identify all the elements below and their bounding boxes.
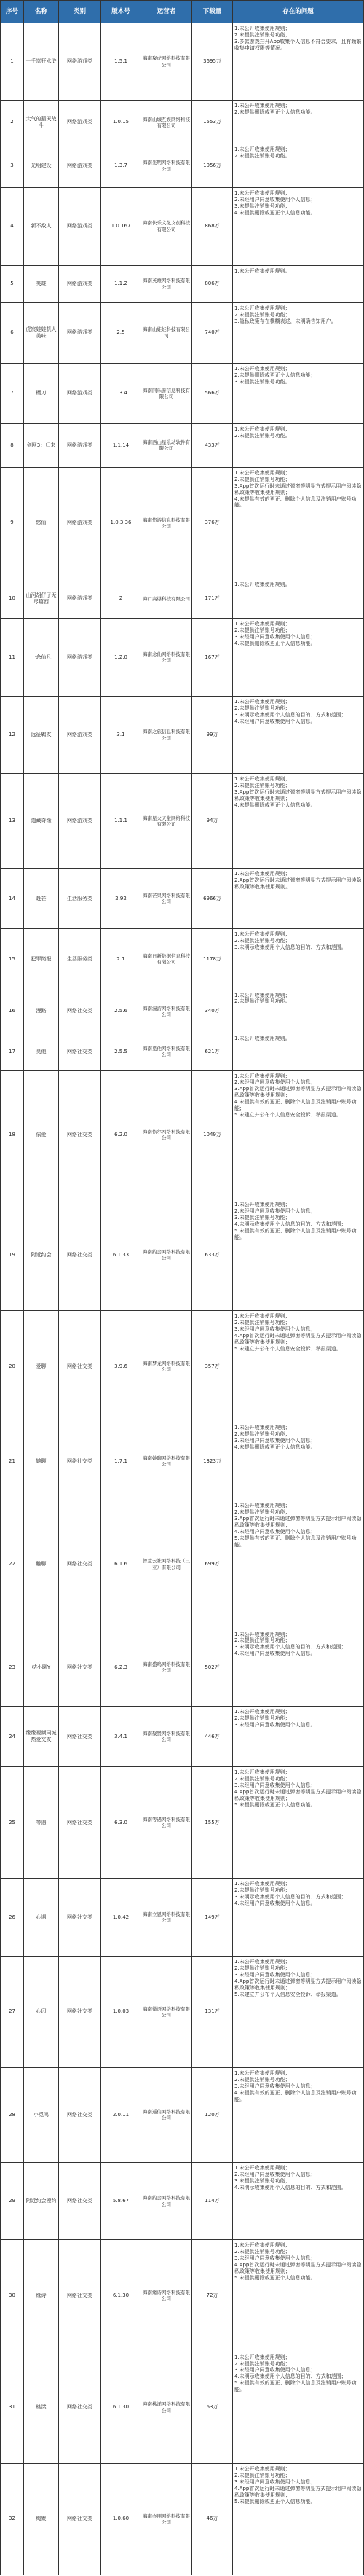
cell-issues: 1.未公开收集使用规则。 [233, 265, 364, 302]
cell-version: 2.1 [101, 929, 141, 990]
cell-issues: 1.未公开收集使用规则； 2.未经用户同意收集使用个人信息； 3.未提供注销账号功能； 4.未提供删除或更正个人信息功能。 [233, 188, 364, 265]
cell-downloads: 94万 [192, 774, 233, 869]
cell-category: 网络社交类 [59, 1767, 101, 1879]
cell-name: 心遇 [24, 1879, 59, 1956]
cell-issues: 1.未公开收集使用规则； 2.未提供注销账号功能； 3.未经用户同意收集使用个人信息； 4.App首次运行时未通过弹窗等明显方式提示用户阅读隐私政策等收集使用规则； 5.未提供删除或更正个人信息功能。 [233, 2240, 364, 2352]
cell-version: 1.0.3.36 [101, 467, 141, 579]
cell-issues: 1.未公开收集使用规则； 2.未提供删除或更正个人信息功能； 3.未提供注销账号功能。 [233, 363, 364, 423]
table-row [1, 1500, 364, 1629]
cell-version: 6.1.30 [101, 2352, 141, 2463]
table-row [1, 1707, 364, 1767]
cell-version: 3.9.6 [101, 1311, 141, 1422]
cell-issues: 1.未公开收集使用规则； 2.未提供注销账号功能； 3.未经用户同意收集使用个人信息； 4.App首次运行时未通过弹窗等明显方式提示用户阅读隐私政策等收集使用规则； 5.未提供删除或更正个人信息功能。 [233, 1767, 364, 1879]
cell-issues: 1.未公开收集使用规则； 2.未提供注销账号功能； 3.未经用户同意收集使用个人信息； 4.未提供删除或更正个人信息功能。 [233, 1422, 364, 1500]
cell-name: 爱聊 [24, 1311, 59, 1422]
table-row [1, 363, 364, 423]
cell-no: 23 [1, 1629, 24, 1706]
cell-version: 1.2.0 [101, 619, 141, 696]
cell-no: 11 [1, 619, 24, 696]
cell-operator: 海南亦朋网络科技有限公司 [141, 2463, 192, 2575]
cell-version: 3.4.1 [101, 1707, 141, 1767]
table-row [1, 774, 364, 869]
table-row [1, 1199, 364, 1311]
cell-no: 20 [1, 1311, 24, 1422]
cell-issues: 1.未公开收集使用规则； 2.未提供注销账号功能； 3.未经用户同意收集使用个人信息； 4.App首次运行时未通过弹窗等明显方式提示用户阅读隐私政策等收集使用规则； 5.未建立并公布个人信息安全投诉、举报渠道。 [233, 1956, 364, 2067]
table-row [1, 929, 364, 990]
cell-no: 10 [1, 579, 24, 619]
cell-no: 25 [1, 1767, 24, 1879]
cell-operator: 海南星火天堂网络科技有限公司 [141, 774, 192, 869]
cell-issues: 1.未公开收集使用规则； 2.未提供注销账号功能； 3.未明示收集使用个人信息的目的、方式和范围； 4.未经用户同意收集使用个人信息。 [233, 696, 364, 773]
cell-version: 1.1.2 [101, 265, 141, 302]
cell-name: 光明建设 [24, 144, 59, 188]
cell-category: 网络社交类 [59, 1500, 101, 1629]
cell-operator: 海南她聊网络科技有限公司 [141, 1422, 192, 1500]
cell-issues: 1.未公开收集使用规则； 2.未提供注销账号功能； 3.未经用户同意收集使用个人信息。 [233, 1707, 364, 1767]
cell-no: 9 [1, 467, 24, 579]
cell-category: 网络游戏类 [59, 619, 101, 696]
cell-name: 心印 [24, 1956, 59, 2067]
cell-operator: 智慧云社网络科技（三亚）有限公司 [141, 1500, 192, 1629]
cell-category: 网络游戏类 [59, 144, 101, 188]
cell-no: 29 [1, 2162, 24, 2239]
table-row [1, 1956, 364, 2067]
cell-downloads: 120万 [192, 2068, 233, 2163]
table-row [1, 869, 364, 929]
cell-version: 5.8.67 [101, 2162, 141, 2239]
cell-category: 网络游戏类 [59, 423, 101, 467]
cell-name: 依爱 [24, 1070, 59, 1199]
cell-category: 网络社交类 [59, 1956, 101, 2067]
header-version: 版本号 [101, 1, 141, 23]
cell-no: 5 [1, 265, 24, 302]
cell-no: 19 [1, 1199, 24, 1311]
cell-no: 13 [1, 774, 24, 869]
cell-issues: 1.未公开收集使用规则； 2.未提供注销账号功能； 3.未经用户同意收集使用个人信息； 4.App首次运行时未通过弹窗等明显方式提示用户阅读隐私政策等收集使用规则； 5.未建立并公布个人信息安全投诉、举报渠道。 [233, 1311, 364, 1422]
cell-operator: 海南聚虎网络科技有限公司 [141, 23, 192, 101]
cell-category: 生活服务类 [59, 869, 101, 929]
table-row [1, 1033, 364, 1070]
cell-name: 等遇 [24, 1767, 59, 1879]
cell-issues: 1.未公开收集使用规则； 2.未提供注销账号功能； 3.App首次运行时未通过弹窗等明显方式提示用户阅读隐私政策等收集使用规则； 4.未经用户同意收集使用个人信息； 5.未提供有效的更正、删除个人信息及注销用户账号功能。 [233, 1500, 364, 1629]
cell-version: 6.1.33 [101, 1199, 141, 1311]
cell-no: 26 [1, 1879, 24, 1956]
cell-operator: 海南光明网络科技有限公司 [141, 144, 192, 188]
cell-category: 网络社交类 [59, 1629, 101, 1706]
cell-no: 12 [1, 696, 24, 773]
cell-issues: 1.未公开收集使用规则； 2.未经用户同意收集使用个人信息； 3.未提供注销账号功能； 4.未明示收集使用个人信息的目的、方式和范围。 [233, 2162, 364, 2239]
cell-operator: 海南约会网络科技有限公司 [141, 2162, 192, 2239]
cell-category: 网络社交类 [59, 2068, 101, 2163]
cell-operator: 海南快乐文化文创科技有限公司 [141, 188, 192, 265]
cell-issues: 1.未公开收集使用规则； 2.未提供注销账号功能。 [233, 990, 364, 1033]
cell-category: 网络社交类 [59, 1707, 101, 1767]
cell-issues: 1.未公开收集使用规则。 [233, 1033, 364, 1070]
table-row [1, 423, 364, 467]
table-row [1, 23, 364, 101]
cell-version: 1.1.1 [101, 774, 141, 869]
cell-version: 1.0.03 [101, 1956, 141, 2067]
cell-no: 17 [1, 1033, 24, 1070]
cell-downloads: 621万 [192, 1033, 233, 1070]
cell-downloads: 566万 [192, 363, 233, 423]
cell-name: 剑网3：归来 [24, 423, 59, 467]
cell-downloads: 868万 [192, 188, 233, 265]
cell-issues: 1.未公开收集使用规则； 2.未提供注销账号功能； 3.未经用户同意收集使用个人信息； 4.未明示收集使用个人信息的目的、方式和范围； 5.未提供有效的更正、删除个人信息及注销用户账号功能。 [233, 2352, 364, 2463]
cell-name: 桃漾 [24, 2352, 59, 2463]
cell-version: 1.0.60 [101, 2463, 141, 2575]
table-row [1, 265, 364, 302]
cell-name: 英雄 [24, 265, 59, 302]
cell-issues: 1.未公开收集使用规则； 2.未提供注销账号功能； 3.未明示收集使用个人信息的目的、方式和范围； 4.未经用户同意收集使用个人信息。 [233, 1629, 364, 1706]
cell-no: 31 [1, 2352, 24, 2463]
cell-no: 30 [1, 2240, 24, 2352]
cell-issues: 1.未公开收集使用规则。 [233, 579, 364, 619]
cell-version: 1.0.167 [101, 188, 141, 265]
cell-downloads: 340万 [192, 990, 233, 1033]
cell-name: 附近约会 [24, 1199, 59, 1311]
table-row [1, 1767, 364, 1879]
cell-category: 网络社交类 [59, 990, 101, 1033]
cell-name: 新不敌人 [24, 188, 59, 265]
cell-issues: 1.未公开收集使用规则； 2.未提供注销账号功能； 3.未明示收集使用个人信息的目的、方式和范围。 [233, 929, 364, 990]
cell-name: 觅他 [24, 1033, 59, 1070]
table-row [1, 1422, 364, 1500]
cell-no: 6 [1, 302, 24, 363]
cell-category: 网络游戏类 [59, 302, 101, 363]
cell-operator: 海南漫游网络科技有限公司 [141, 990, 192, 1033]
cell-version: 6.3.0 [101, 1767, 141, 1879]
cell-downloads: 46万 [192, 2463, 233, 2575]
cell-issues: 1.未公开收集使用规则； 2.未提供注销账号功能； 3.未经用户同意收集使用个人信息； 4.未提供有效的更正、删除个人信息及注销用户账号功能。 [233, 2068, 364, 2163]
cell-downloads: 1049万 [192, 1070, 233, 1199]
cell-no: 15 [1, 929, 24, 990]
cell-downloads: 171万 [192, 579, 233, 619]
cell-no: 2 [1, 101, 24, 144]
cell-downloads: 633万 [192, 1199, 233, 1311]
cell-version: 1.1.14 [101, 423, 141, 467]
cell-issues: 1.未公开收集使用规则； 2.未提供注销账号功能； 3.多款游戏扫开App收集个人信息不符合要求，且有频繁收集申请权限等情况。 [233, 23, 364, 101]
cell-category: 网络游戏类 [59, 363, 101, 423]
cell-version: 2 [101, 579, 141, 619]
cell-operator: 海南英雄网络科技有限公司 [141, 265, 192, 302]
cell-operator: 海南之旅信息科技有限公司 [141, 696, 192, 773]
table-row [1, 1629, 364, 1706]
cell-version: 1.3.4 [101, 363, 141, 423]
cell-category: 生活服务类 [59, 929, 101, 990]
cell-no: 18 [1, 1070, 24, 1199]
table-row [1, 144, 364, 188]
cell-version: 1.5.1 [101, 23, 141, 101]
cell-category: 网络游戏类 [59, 23, 101, 101]
cell-name: 远征羁友 [24, 696, 59, 773]
cell-category: 网络游戏类 [59, 774, 101, 869]
cell-downloads: 3695万 [192, 23, 233, 101]
cell-issues: 1.未公开收集使用规则； 2.未提供注销账号功能。 [233, 423, 364, 467]
cell-category: 网络社交类 [59, 1422, 101, 1500]
cell-no: 7 [1, 363, 24, 423]
cell-operator: 海南聚贤网络科技有限公司 [141, 1707, 192, 1767]
cell-operator: 海南梦龙网络科技有限公司 [141, 1311, 192, 1422]
table-header-row [1, 1, 364, 23]
cell-category: 网络社交类 [59, 2240, 101, 2352]
cell-category: 网络社交类 [59, 1070, 101, 1199]
header-name: 名称 [24, 1, 59, 23]
cell-name: 犯罪简报 [24, 929, 59, 990]
cell-downloads: 167万 [192, 619, 233, 696]
cell-version: 6.1.6 [101, 1500, 141, 1629]
cell-operator: 海南盛鸣网络科技有限公司 [141, 1629, 192, 1706]
header-downloads: 下载量 [192, 1, 233, 23]
cell-name: 小觅鸣 [24, 2068, 59, 2163]
cell-operator: 海南同乐游信息科技有限公司 [141, 363, 192, 423]
table-row [1, 302, 364, 363]
cell-no: 22 [1, 1500, 24, 1629]
cell-name: 道藏奇缘 [24, 774, 59, 869]
cell-issues: 1.未公开收集使用规则； 2.未提供注销账号功能； 3.App首次运行时未通过弹窗等明显方式提示用户阅读隐私政策等收集使用规则； 4.未提供删除或更正个人信息功能。 [233, 774, 364, 869]
cell-downloads: 806万 [192, 265, 233, 302]
cell-no: 3 [1, 144, 24, 188]
cell-downloads: 357万 [192, 1311, 233, 1422]
cell-category: 网络游戏类 [59, 265, 101, 302]
cell-version: 6.2.3 [101, 1629, 141, 1706]
cell-category: 网络游戏类 [59, 696, 101, 773]
cell-operator: 海南微语网络科技有限公司 [141, 1956, 192, 2067]
cell-issues: 1.未公开收集使用规则； 2.未提供注销账号功能； 3.App首次运行时未通过弹窗等明显方式提示用户阅读隐私政策等收集使用规则； 4.未提供有效的更正、删除个人信息及注销用户账号功能。 [233, 467, 364, 579]
cell-version: 1.0.15 [101, 101, 141, 144]
cell-operator: 海南缘诗网络科技有限公司 [141, 2240, 192, 2352]
cell-name: 缘缘视频同城热爱交友 [24, 1707, 59, 1767]
cell-operator: 海南桃漾网络科技有限公司 [141, 2352, 192, 2463]
cell-operator: 海南山娃娃科技有限公司 [141, 302, 192, 363]
cell-no: 32 [1, 2463, 24, 2575]
cell-name: 结小聊Y [24, 1629, 59, 1706]
cell-downloads: 446万 [192, 1707, 233, 1767]
cell-category: 网络社交类 [59, 2352, 101, 2463]
cell-version: 6.2.0 [101, 1070, 141, 1199]
table-row [1, 990, 364, 1033]
cell-operator: 海南约会网络科技有限公司 [141, 1199, 192, 1311]
cell-downloads: 1178万 [192, 929, 233, 990]
cell-name: 绳聚 [24, 2463, 59, 2575]
cell-operator: 海南西山星乐动软件有限公司 [141, 423, 192, 467]
cell-issues: 1.未公开收集使用规则； 2.未提供注销账号功能； 3.隐私政策存在模糊表述，未明确告知用户。 [233, 302, 364, 363]
cell-version: 2.5.5 [101, 1033, 141, 1070]
cell-name: 樱刀 [24, 363, 59, 423]
cell-no: 4 [1, 188, 24, 265]
table-row [1, 101, 364, 144]
cell-version: 1.3.7 [101, 144, 141, 188]
cell-no: 16 [1, 990, 24, 1033]
cell-downloads: 376万 [192, 467, 233, 579]
cell-downloads: 149万 [192, 1879, 233, 1956]
cell-category: 网络社交类 [59, 1199, 101, 1311]
table-row [1, 1070, 364, 1199]
table-row [1, 1311, 364, 1422]
cell-category: 网络游戏类 [59, 188, 101, 265]
table-row [1, 619, 364, 696]
cell-version: 1.7.1 [101, 1422, 141, 1500]
cell-name: 一念仙凡 [24, 619, 59, 696]
table-row [1, 1879, 364, 1956]
cell-issues: 1.未公开收集使用规则； 2.未提供注销账号功能； 3.未经用户同意收集使用个人信息； 4.App首次运行时未通过弹窗等明显方式提示用户阅读隐私政策等收集使用规则； 5.未提供删除或更正个人信息功能。 [233, 2463, 364, 2575]
cell-downloads: 740万 [192, 302, 233, 363]
cell-operator: 海南日新数据信息科技有限公司 [141, 929, 192, 990]
cell-version: 2.5.6 [101, 990, 141, 1033]
cell-version: 6.1.30 [101, 2240, 141, 2352]
cell-name: 附近约会搜约 [24, 2162, 59, 2239]
cell-name: 赶芒 [24, 869, 59, 929]
table-row [1, 696, 364, 773]
cell-version: 2.5 [101, 302, 141, 363]
cell-issues: 1.未公开收集使用规则； 2.未提供注销账号功能； 3.未明示收集使用个人信息的目的、方式和范围； 4.未经用户同意收集使用个人信息。 [233, 1879, 364, 1956]
cell-name: 触聊 [24, 1500, 59, 1629]
cell-downloads: 699万 [192, 1500, 233, 1629]
table-row [1, 2463, 364, 2575]
cell-name: 她聊 [24, 1422, 59, 1500]
cell-name: 悠仙 [24, 467, 59, 579]
cell-category: 网络游戏类 [59, 579, 101, 619]
cell-category: 网络社交类 [59, 1311, 101, 1422]
cell-operator: 海南等遇网络科技有限公司 [141, 1767, 192, 1879]
cell-category: 网络社交类 [59, 2162, 101, 2239]
table-row [1, 2352, 364, 2463]
cell-operator: 海南遥信网络科技有限公司 [141, 2068, 192, 2163]
cell-downloads: 502万 [192, 1629, 233, 1706]
cell-issues: 1.未公开收集使用规则； 2.未提供注销账号功能； 3.未经用户同意收集使用个人信息； 4.未提供删除或更正个人信息功能。 [233, 619, 364, 696]
cell-operator: 海南依尔网络科技有限公司 [141, 1070, 192, 1199]
cell-issues: 1.未公开收集使用规则； 2.未提供注销账号功能。 [233, 144, 364, 188]
cell-operator: 海南芒果网络科技有限公司 [141, 869, 192, 929]
header-issues: 存在的问题 [233, 1, 364, 23]
cell-issues: 1.未公开收集使用规则； 2.未经用户同意收集使用个人信息； 3.未提供注销账号功能； 4.未明示收集使用个人信息的目的、方式和范围； 5.未提供有效的更正、删除个人信息及注销用户账号功能。 [233, 1199, 364, 1311]
header-no: 序号 [1, 1, 24, 23]
header-operator: 运营者 [141, 1, 192, 23]
table-row [1, 188, 364, 265]
cell-operator: 海南觅他网络科技有限公司 [141, 1033, 192, 1070]
cell-operator: 海南立恩网络科技有限公司 [141, 1879, 192, 1956]
cell-downloads: 433万 [192, 423, 233, 467]
cell-issues: 1.未公开收集使用规则； 2.未提供删除或更正个人信息功能。 [233, 101, 364, 144]
cell-downloads: 1323万 [192, 1422, 233, 1500]
cell-name: 缘诗 [24, 2240, 59, 2352]
cell-downloads: 1056万 [192, 144, 233, 188]
cell-downloads: 99万 [192, 696, 233, 773]
table-row [1, 2240, 364, 2352]
cell-downloads: 63万 [192, 2352, 233, 2463]
cell-category: 网络游戏类 [59, 101, 101, 144]
table-body [1, 23, 364, 2575]
cell-category: 网络游戏类 [59, 467, 101, 579]
table-row [1, 579, 364, 619]
cell-issues: 1.未公开收集使用规则； 2.App首次运行时未通过弹窗等明显方式提示用户阅读隐私政策等收集使用规则。 [233, 869, 364, 929]
cell-issues: 1.未公开收集使用规则； 2.未经用户同意收集使用个人信息； 3.App首次运行时未通过弹窗等明显方式提示用户阅读隐私政策等收集使用规则； 4.未提供有效的更正、删除个人信息及注销用户账号功能； 5.未建立并公布个人信息安全投诉、举报渠道。 [233, 1070, 364, 1199]
cell-no: 8 [1, 423, 24, 467]
table-row [1, 2068, 364, 2163]
cell-downloads: 1553万 [192, 101, 233, 144]
cell-no: 27 [1, 1956, 24, 2067]
cell-downloads: 131万 [192, 1956, 233, 2067]
cell-downloads: 114万 [192, 2162, 233, 2239]
cell-no: 24 [1, 1707, 24, 1767]
cell-version: 3.1 [101, 696, 141, 773]
cell-downloads: 155万 [192, 1767, 233, 1879]
cell-name: 虎宸娃娃机人美味 [24, 302, 59, 363]
cell-version: 1.0.42 [101, 1879, 141, 1956]
cell-name: 大气的猜天战斗 [24, 101, 59, 144]
cell-version: 2.0.11 [101, 2068, 141, 2163]
table-row [1, 2162, 364, 2239]
table-row [1, 467, 364, 579]
cell-downloads: 6966万 [192, 869, 233, 929]
cell-no: 21 [1, 1422, 24, 1500]
cell-category: 网络社交类 [59, 1879, 101, 1956]
cell-version: 2.92 [101, 869, 141, 929]
cell-operator: 海南悠游信息科技有限公司 [141, 467, 192, 579]
cell-category: 网络社交类 [59, 2463, 101, 2575]
cell-category: 网络社交类 [59, 1033, 101, 1070]
cell-downloads: 72万 [192, 2240, 233, 2352]
cell-name: 一千岚狂水浒 [24, 23, 59, 101]
cell-operator: 海南念仙网络科技有限公司 [141, 619, 192, 696]
cell-no: 28 [1, 2068, 24, 2163]
cell-name: 漫路 [24, 990, 59, 1033]
cell-name: 山河胡仔子无尽篇西 [24, 579, 59, 619]
header-category: 类别 [59, 1, 101, 23]
cell-operator: 海南山城互娱网络科技有限公司 [141, 101, 192, 144]
cell-no: 14 [1, 869, 24, 929]
cell-no: 1 [1, 23, 24, 101]
cell-operator: 海口高爆科技有限公司 [141, 579, 192, 619]
